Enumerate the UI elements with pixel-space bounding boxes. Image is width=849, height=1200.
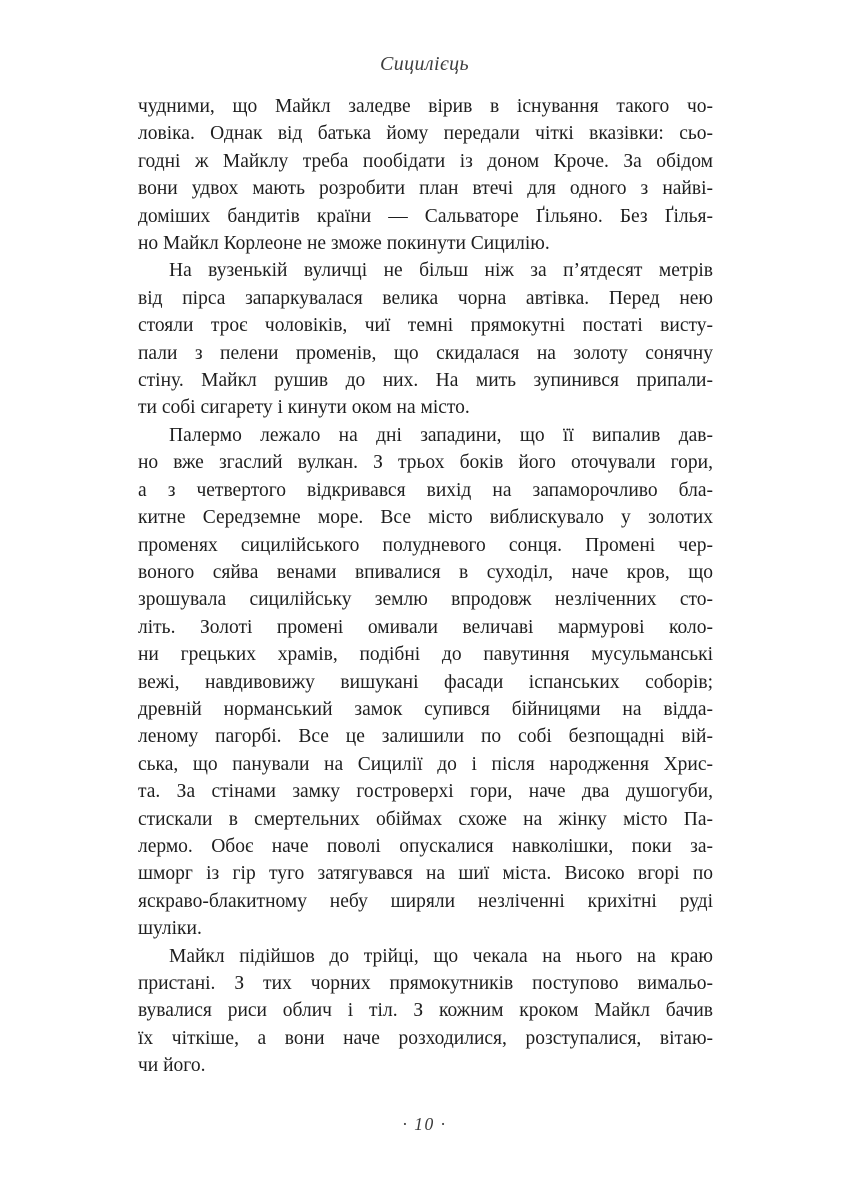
text-line: літь. Золоті промені омивали величаві мармурові коло- (138, 616, 713, 638)
text-line: шуліки. (138, 918, 202, 940)
text-line: а з четвертого відкривався вихід на запаморочливо бла- (138, 479, 713, 501)
text-line: чи його. (138, 1055, 206, 1077)
text-line: воного сяйва венами впивалися в суходіл, наче кров, що (138, 561, 713, 583)
text-line: вони удвох мають розробити план втечі для одного з найві- (138, 178, 713, 200)
text-line: древній норманський замок супився бійницями на відда- (138, 698, 713, 720)
text-line: пристані. З тих чорних прямокутників поступово вимальо- (138, 973, 713, 994)
text-line: годні ж Майклу треба пообідати із доном Кроче. За обідом (138, 150, 713, 172)
text-line: ни грецьких храмів, подібні до павутиння мусульманські (138, 644, 713, 666)
text-line: На вузенькій вуличці не більш ніж за п’ятдесят метрів (169, 260, 713, 282)
text-line: їх чіткіше, а вони наче розходилися, розступалися, вітаю- (138, 1027, 713, 1049)
text-line: променях сицилійського полудневого сонця. Промені чер- (138, 534, 713, 556)
text-line: вувалися риси облич і тіл. З кожним кроком Майкл бачив (138, 1000, 713, 1022)
text-line: лермо. Обоє наче поволі опускалися навколішки, поки за- (138, 835, 713, 857)
text-line: доміших бандитів країни — Сальваторе Ґільяно. Без Ґілья- (138, 205, 713, 227)
text-line: чудними, що Майкл заледве вірив в існування такого чо- (138, 96, 713, 117)
text-line: та. За стінами замку гостроверхі гори, наче два душогуби, (138, 781, 713, 803)
body-text (138, 93, 713, 1080)
text-line: Палермо лежало на дні западини, що її випалив дав- (169, 424, 713, 446)
page-number: · 10 · (402, 1114, 447, 1134)
paragraph (138, 422, 713, 943)
text-line: ловіка. Однак від батька йому передали чіткі вказівки: сьо- (138, 123, 713, 145)
text-line: стискали в смертельних обіймах схоже на жінку місто Па- (138, 808, 713, 830)
text-line: но вже згаслий вулкан. З трьох боків його оточували гори, (138, 452, 713, 474)
text-line: ська, що панували на Сицилії до і після народження Хрис- (138, 753, 713, 775)
text-line: вежі, навдивовижу вишукані фасади іспанських соборів; (138, 671, 713, 693)
text-line: стояли троє чоловіків, чиї темні прямокутні постаті висту- (138, 315, 713, 337)
text-line: шморг із гір туго затягувався на шиї міста. Високо вгорі по (138, 863, 713, 885)
text-line: пали з пелени променів, що скидалася на золоту сонячну (138, 342, 713, 364)
paragraph (138, 943, 713, 1080)
text-line: но Майкл Корлеоне не зможе покинути Сицилію. (138, 233, 550, 255)
paragraph (138, 257, 713, 421)
running-header: Сицилієць (379, 53, 470, 75)
text-line: леному пагорбі. Все це залишили по собі безпощадні вій- (138, 726, 713, 748)
text-line: ти собі сигарету і кинути оком на місто. (138, 397, 470, 419)
text-line: яскраво-блакитному небу ширяли незліченні крихітні руді (138, 890, 713, 912)
text-line: від пірса запаркувалася велика чорна автівка. Перед нею (138, 287, 713, 309)
text-line: стіну. Майкл рушив до них. На мить зупинився припали- (138, 370, 713, 392)
text-line: китне Середземне море. Все місто виблискувало у золотих (138, 507, 713, 529)
text-line: Майкл підійшов до трійці, що чекала на нього на краю (169, 945, 713, 967)
text-line: зрошувала сицилійську землю впродовж незліченних сто- (138, 589, 713, 611)
paragraph (138, 93, 713, 257)
